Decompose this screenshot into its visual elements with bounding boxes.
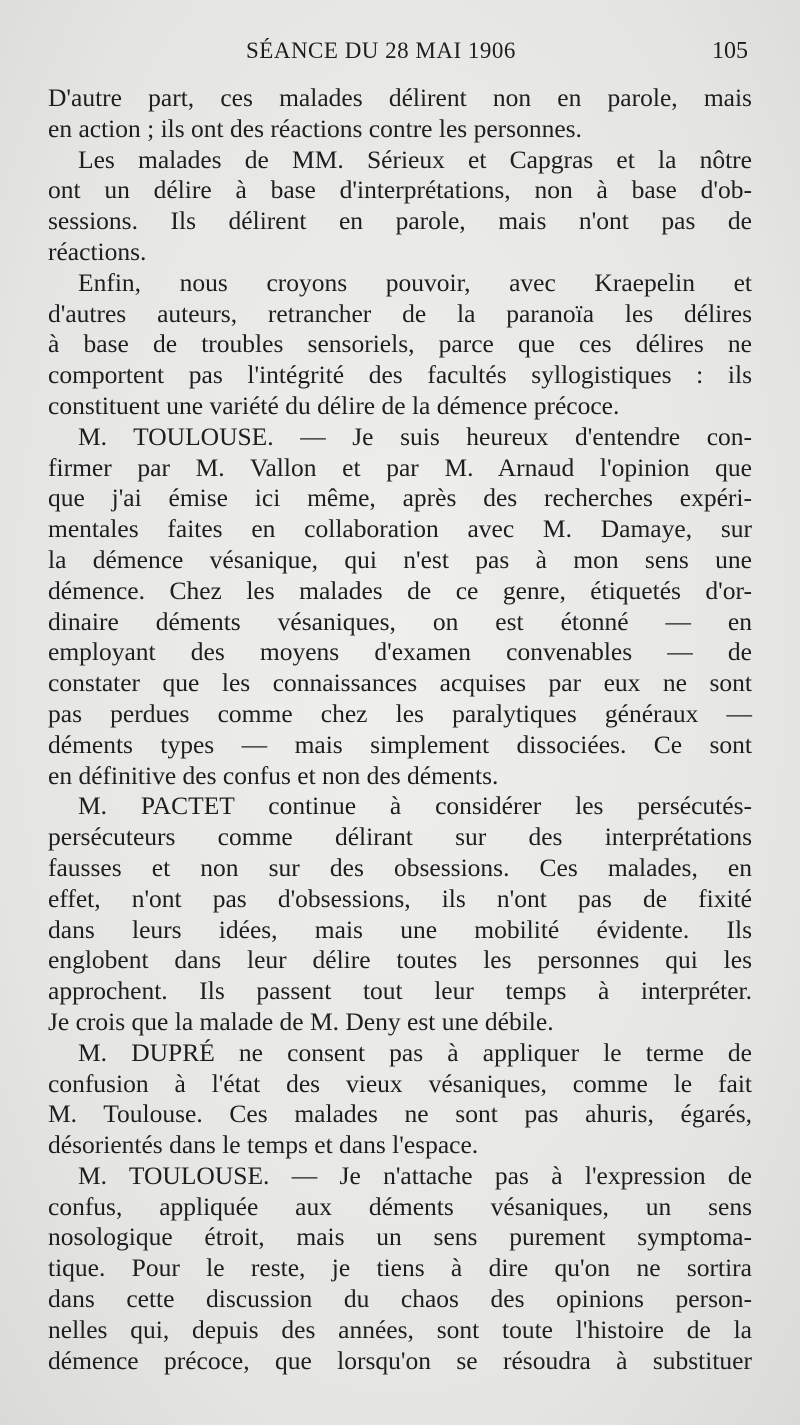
text-line: D'autre part, ces malades délirent non en parole, mais xyxy=(48,83,752,112)
text-line: fausses et non sur des obsessions. Ces malades, en xyxy=(48,852,752,882)
text-line: M. TOULOUSE. — Je n'attache pas à l'expression de xyxy=(78,1160,752,1190)
text-line: sessions. Ils délirent en parole, mais n'ont pas de xyxy=(48,206,752,236)
text-line: en action ; ils ont des réactions contre les personnes. xyxy=(48,113,582,143)
text-line: constituent une variété du délire de la démence précoce. xyxy=(48,390,620,420)
text-line: M. DUPRÉ ne consent pas à appliquer le terme de xyxy=(78,1037,752,1067)
text-line: persécuteurs comme délirant sur des interprétations xyxy=(48,822,752,852)
text-line: constater que les connaissances acquises par eux ne sont xyxy=(48,668,752,698)
text-line: dans leurs idées, mais une mobilité évidente. Ils xyxy=(48,914,752,944)
page-header xyxy=(0,38,800,72)
page-number: 105 xyxy=(712,38,748,64)
text-line: dans cette discussion du chaos des opinions person- xyxy=(48,1284,752,1314)
running-head: SÉANCE DU 28 MAI 1906 xyxy=(246,38,516,63)
text-line: que j'ai émise ici même, après des recherches expéri- xyxy=(48,483,752,513)
text-line: M. TOULOUSE. — Je suis heureux d'entendre con- xyxy=(78,421,752,451)
text-line: firmer par M. Vallon et par M. Arnaud l'opinion que xyxy=(48,452,752,482)
text-line: en définitive des confus et non des déments. xyxy=(48,760,499,790)
text-line: effet, n'ont pas d'obsessions, ils n'ont pas de fixité xyxy=(48,883,752,913)
text-line: Enfin, nous croyons pouvoir, avec Kraepelin et xyxy=(78,267,752,297)
text-line: démence. Chez les malades de ce genre, étiquetés d'or- xyxy=(48,575,752,605)
text-line: englobent dans leur délire toutes les personnes qui les xyxy=(48,945,752,975)
text-line: dinaire déments vésaniques, on est étonné — en xyxy=(48,606,752,636)
text-line: confusion à l'état des vieux vésaniques, comme le fait xyxy=(48,1068,752,1098)
text-line: désorientés dans le temps et dans l'espace. xyxy=(48,1130,479,1160)
text-line: la démence vésanique, qui n'est pas à mon sens une xyxy=(48,544,752,574)
text-line: comportent pas l'intégrité des facultés syllogistiques : ils xyxy=(48,360,752,390)
text-line: tique. Pour le reste, je tiens à dire qu'on ne sortira xyxy=(48,1253,752,1283)
text-line: d'autres auteurs, retrancher de la paranoïa les délires xyxy=(48,298,752,328)
text-line: confus, appliquée aux déments vésaniques, un sens xyxy=(48,1191,752,1221)
text-line: réactions. xyxy=(48,236,147,266)
text-line: Je crois que la malade de M. Deny est une débile. xyxy=(48,1006,554,1036)
text-line: démence précoce, que lorsqu'on se résoudra à substituer xyxy=(48,1345,752,1375)
text-line: nosologique étroit, mais un sens purement symptoma- xyxy=(48,1222,752,1252)
body-text xyxy=(48,83,752,1376)
text-line: nelles qui, depuis des années, sont toute l'histoire de la xyxy=(48,1314,752,1344)
text-line: M. Toulouse. Ces malades ne sont pas ahuris, égarés, xyxy=(48,1099,752,1129)
text-line: approchent. Ils passent tout leur temps à interpréter. xyxy=(48,976,752,1006)
text-line: pas perdues comme chez les paralytiques généraux — xyxy=(48,698,752,728)
text-line: à base de troubles sensoriels, parce que ces délires ne xyxy=(48,329,752,359)
text-line: déments types — mais simplement dissociées. Ce sont xyxy=(48,729,752,759)
text-line: M. PACTET continue à considérer les persécutés- xyxy=(78,791,752,821)
text-line: Les malades de MM. Sérieux et Capgras et la nôtre xyxy=(78,144,752,174)
text-line: employant des moyens d'examen convenables — de xyxy=(48,637,752,667)
text-line: ont un délire à base d'interprétations, non à base d'ob- xyxy=(48,175,752,205)
text-line: mentales faites en collaboration avec M. Damaye, sur xyxy=(48,514,752,544)
